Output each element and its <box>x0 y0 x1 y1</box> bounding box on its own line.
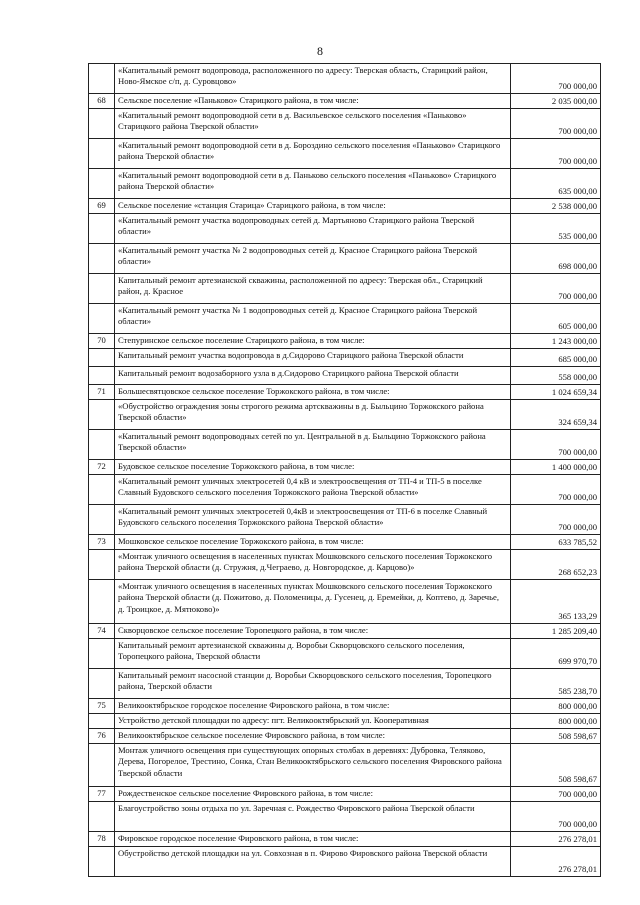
row-amount: 700 000,00 <box>511 109 601 139</box>
row-description: Капитальный ремонт участка водопровода в д.Сидорово Старицкого района Тверской области <box>115 349 511 367</box>
table-row <box>89 214 601 244</box>
row-number <box>89 505 115 535</box>
row-amount: 508 598,67 <box>511 744 601 787</box>
row-description: Капитальный ремонт артезианской скважины, расположенной по адресу: Тверская обл., Старицкий район, д. Красное <box>115 274 511 304</box>
row-amount: 700 000,00 <box>511 430 601 460</box>
row-number <box>89 214 115 244</box>
row-number: 69 <box>89 199 115 214</box>
row-amount: 558 000,00 <box>511 367 601 385</box>
table-row <box>89 109 601 139</box>
row-number: 72 <box>89 460 115 475</box>
table-row <box>89 714 601 729</box>
row-amount: 700 000,00 <box>511 802 601 832</box>
row-number <box>89 550 115 580</box>
table-row <box>89 64 601 94</box>
row-number <box>89 430 115 460</box>
row-description: Сельское поселение «станция Старица» Старицкого района, в том числе: <box>115 199 511 214</box>
row-amount: 700 000,00 <box>511 139 601 169</box>
row-amount: 508 598,67 <box>511 729 601 744</box>
row-amount: 365 133,29 <box>511 580 601 624</box>
row-number: 73 <box>89 535 115 550</box>
row-amount: 699 970,70 <box>511 639 601 669</box>
table-row <box>89 169 601 199</box>
table-row <box>89 580 601 624</box>
table-row <box>89 505 601 535</box>
row-description: Сельское поселение «Паньково» Старицкого района, в том числе: <box>115 94 511 109</box>
row-number <box>89 169 115 199</box>
page-number: 8 <box>317 44 323 58</box>
table-row <box>89 244 601 274</box>
row-number <box>89 669 115 699</box>
row-description: «Капитальный ремонт водопроводных сетей по ул. Центральной в д. Быльцино Торжокского района Тверской области» <box>115 430 511 460</box>
row-amount: 605 000,00 <box>511 304 601 334</box>
table-row <box>89 349 601 367</box>
table-row <box>89 699 601 714</box>
table-row <box>89 139 601 169</box>
table-row <box>89 367 601 385</box>
row-number <box>89 744 115 787</box>
row-description: Большесвятцовское сельское поселение Торжокского района, в том числе: <box>115 385 511 400</box>
table-row <box>89 729 601 744</box>
row-description: Капитальный ремонт артезианской скважины д. Воробьи Скворцовского сельского поселения, Торопецкого района, Тверской области <box>115 639 511 669</box>
row-description: «Капитальный ремонт водопровода, расположенного по адресу: Тверская область, Старицкий район, Ново-Ямское с/п, д. Суровцово» <box>115 64 511 94</box>
row-number: 71 <box>89 385 115 400</box>
table-row <box>89 334 601 349</box>
row-description: «Капитальный ремонт участка водопроводных сетей д. Мартьяново Старицкого района Тверской области» <box>115 214 511 244</box>
table-row <box>89 385 601 400</box>
row-number <box>89 109 115 139</box>
row-amount: 324 659,34 <box>511 400 601 430</box>
row-amount: 585 238,70 <box>511 669 601 699</box>
row-description: «Капитальный ремонт уличных электросетей 0,4 кВ и электроосвещения от ТП-4 и ТП-5 в поселке Славный Будовского сельского поселения Торжокского района Тверской области» <box>115 475 511 505</box>
row-number: 68 <box>89 94 115 109</box>
row-amount: 700 000,00 <box>511 274 601 304</box>
table-row <box>89 744 601 787</box>
row-number <box>89 64 115 94</box>
row-description: «Монтаж уличного освещения в населенных пунктах Мошковского сельского поселения Торжокского района Тверской области (д. Пожитово, д. Поломеницы, д. Гусенец, д. Еремейки, д. Коптево, д. Заречье, д. Троицкое, д. Мятюково)» <box>115 580 511 624</box>
row-amount: 1 024 659,34 <box>511 385 601 400</box>
row-number <box>89 139 115 169</box>
table-row <box>89 94 601 109</box>
table-row <box>89 847 601 877</box>
row-amount: 633 785,52 <box>511 535 601 550</box>
row-number <box>89 244 115 274</box>
table-row <box>89 475 601 505</box>
table-row <box>89 304 601 334</box>
row-description: Благоустройство зоны отдыха по ул. Заречная с. Рождество Фировского района Тверской области <box>115 802 511 832</box>
row-description: Капитальный ремонт водозаборного узла в д.Сидорово Старицкого района Тверской области <box>115 367 511 385</box>
funding-table <box>88 63 601 877</box>
row-number <box>89 714 115 729</box>
row-number: 75 <box>89 699 115 714</box>
row-description: Степуринское сельское поселение Старицкого района, в том числе: <box>115 334 511 349</box>
row-description: «Обустройство ограждения зоны строгого режима артскважины в д. Быльцино Торжокского района Тверской области» <box>115 400 511 430</box>
row-number: 74 <box>89 624 115 639</box>
row-description: Рождественское сельское поселение Фировского района, в том числе: <box>115 787 511 802</box>
row-amount: 268 652,23 <box>511 550 601 580</box>
row-description: Монтаж уличного освещения при существующих опорных столбах в деревнях: Дубровка, Теляково, Дерева, Погорелое, Трестино, Сонка, Стан Великооктябрьского сельского поселения Фировского района Тверской области <box>115 744 511 787</box>
table-row <box>89 639 601 669</box>
row-number <box>89 304 115 334</box>
row-description: «Монтаж уличного освещения в населенных пунктах Мошковского сельского поселения Торжокского района Тверской области (д. Стружня, д.Чеграево, д. Новгородское, д. Карцово)» <box>115 550 511 580</box>
table-row <box>89 274 601 304</box>
row-number: 78 <box>89 832 115 847</box>
row-amount: 1 243 000,00 <box>511 334 601 349</box>
row-amount: 700 000,00 <box>511 64 601 94</box>
row-description: «Капитальный ремонт водопроводной сети в д. Бороздино сельского поселения «Паньково» Старицкого района Тверской области» <box>115 139 511 169</box>
row-description: «Капитальный ремонт водопроводной сети в д. Васильевское сельского поселения «Паньково» Старицкого района Тверской области» <box>115 109 511 139</box>
row-number <box>89 400 115 430</box>
row-description: Будовское сельское поселение Торжокского района, в том числе: <box>115 460 511 475</box>
table-row <box>89 400 601 430</box>
row-amount: 535 000,00 <box>511 214 601 244</box>
row-description: «Капитальный ремонт уличных электросетей 0,4кВ и электроосвещения от ТП-6 в поселке Славный Будовского сельского поселения Торжокского района Тверской области» <box>115 505 511 535</box>
table-row <box>89 550 601 580</box>
row-amount: 635 000,00 <box>511 169 601 199</box>
row-amount: 700 000,00 <box>511 475 601 505</box>
table-row <box>89 802 601 832</box>
row-number: 77 <box>89 787 115 802</box>
row-description: Великооктябрьское городское поселение Фировского района, в том числе: <box>115 699 511 714</box>
row-amount: 698 000,00 <box>511 244 601 274</box>
row-number <box>89 802 115 832</box>
table-row <box>89 430 601 460</box>
row-amount: 800 000,00 <box>511 699 601 714</box>
row-amount: 700 000,00 <box>511 505 601 535</box>
table-row <box>89 535 601 550</box>
row-description: Капитальный ремонт насосной станции д. Воробьи Скворцовского сельского поселения, Торопецкого района, Тверской области <box>115 669 511 699</box>
row-number <box>89 274 115 304</box>
row-number: 76 <box>89 729 115 744</box>
row-number: 70 <box>89 334 115 349</box>
table-row <box>89 787 601 802</box>
row-number <box>89 367 115 385</box>
row-description: Устройство детской площадки по адресу: пгт. Великооктябрьский ул. Кооперативная <box>115 714 511 729</box>
row-amount: 2 538 000,00 <box>511 199 601 214</box>
table-row <box>89 460 601 475</box>
row-number <box>89 580 115 624</box>
row-description: Скворцовское сельское поселение Торопецкого района, в том числе: <box>115 624 511 639</box>
row-description: «Капитальный ремонт участка № 1 водопроводных сетей д. Красное Старицкого района Тверской области» <box>115 304 511 334</box>
row-amount: 1 285 209,40 <box>511 624 601 639</box>
row-number <box>89 349 115 367</box>
row-description: «Капитальный ремонт водопроводной сети в д. Паньково сельского поселения «Паньково» Старицкого района Тверской области» <box>115 169 511 199</box>
row-description: Фировское городское поселение Фировского района, в том числе: <box>115 832 511 847</box>
row-description: Великооктябрьское сельское поселение Фировского района, в том числе: <box>115 729 511 744</box>
row-amount: 685 000,00 <box>511 349 601 367</box>
row-number <box>89 847 115 877</box>
row-number <box>89 639 115 669</box>
row-amount: 700 000,00 <box>511 787 601 802</box>
row-amount: 2 035 000,00 <box>511 94 601 109</box>
table-row <box>89 832 601 847</box>
table-row <box>89 624 601 639</box>
table-body <box>89 64 601 877</box>
row-description: Обустройство детской площадки на ул. Совхозная в п. Фирово Фировского района Тверской области <box>115 847 511 877</box>
row-amount: 800 000,00 <box>511 714 601 729</box>
table-row <box>89 199 601 214</box>
row-amount: 276 278,01 <box>511 832 601 847</box>
row-description: «Капитальный ремонт участка № 2 водопроводных сетей д. Красное Старицкого района Тверской области» <box>115 244 511 274</box>
row-description: Мошковское сельское поселение Торжокского района, в том числе: <box>115 535 511 550</box>
row-amount: 1 400 000,00 <box>511 460 601 475</box>
row-number <box>89 475 115 505</box>
table-row <box>89 669 601 699</box>
row-amount: 276 278,01 <box>511 847 601 877</box>
